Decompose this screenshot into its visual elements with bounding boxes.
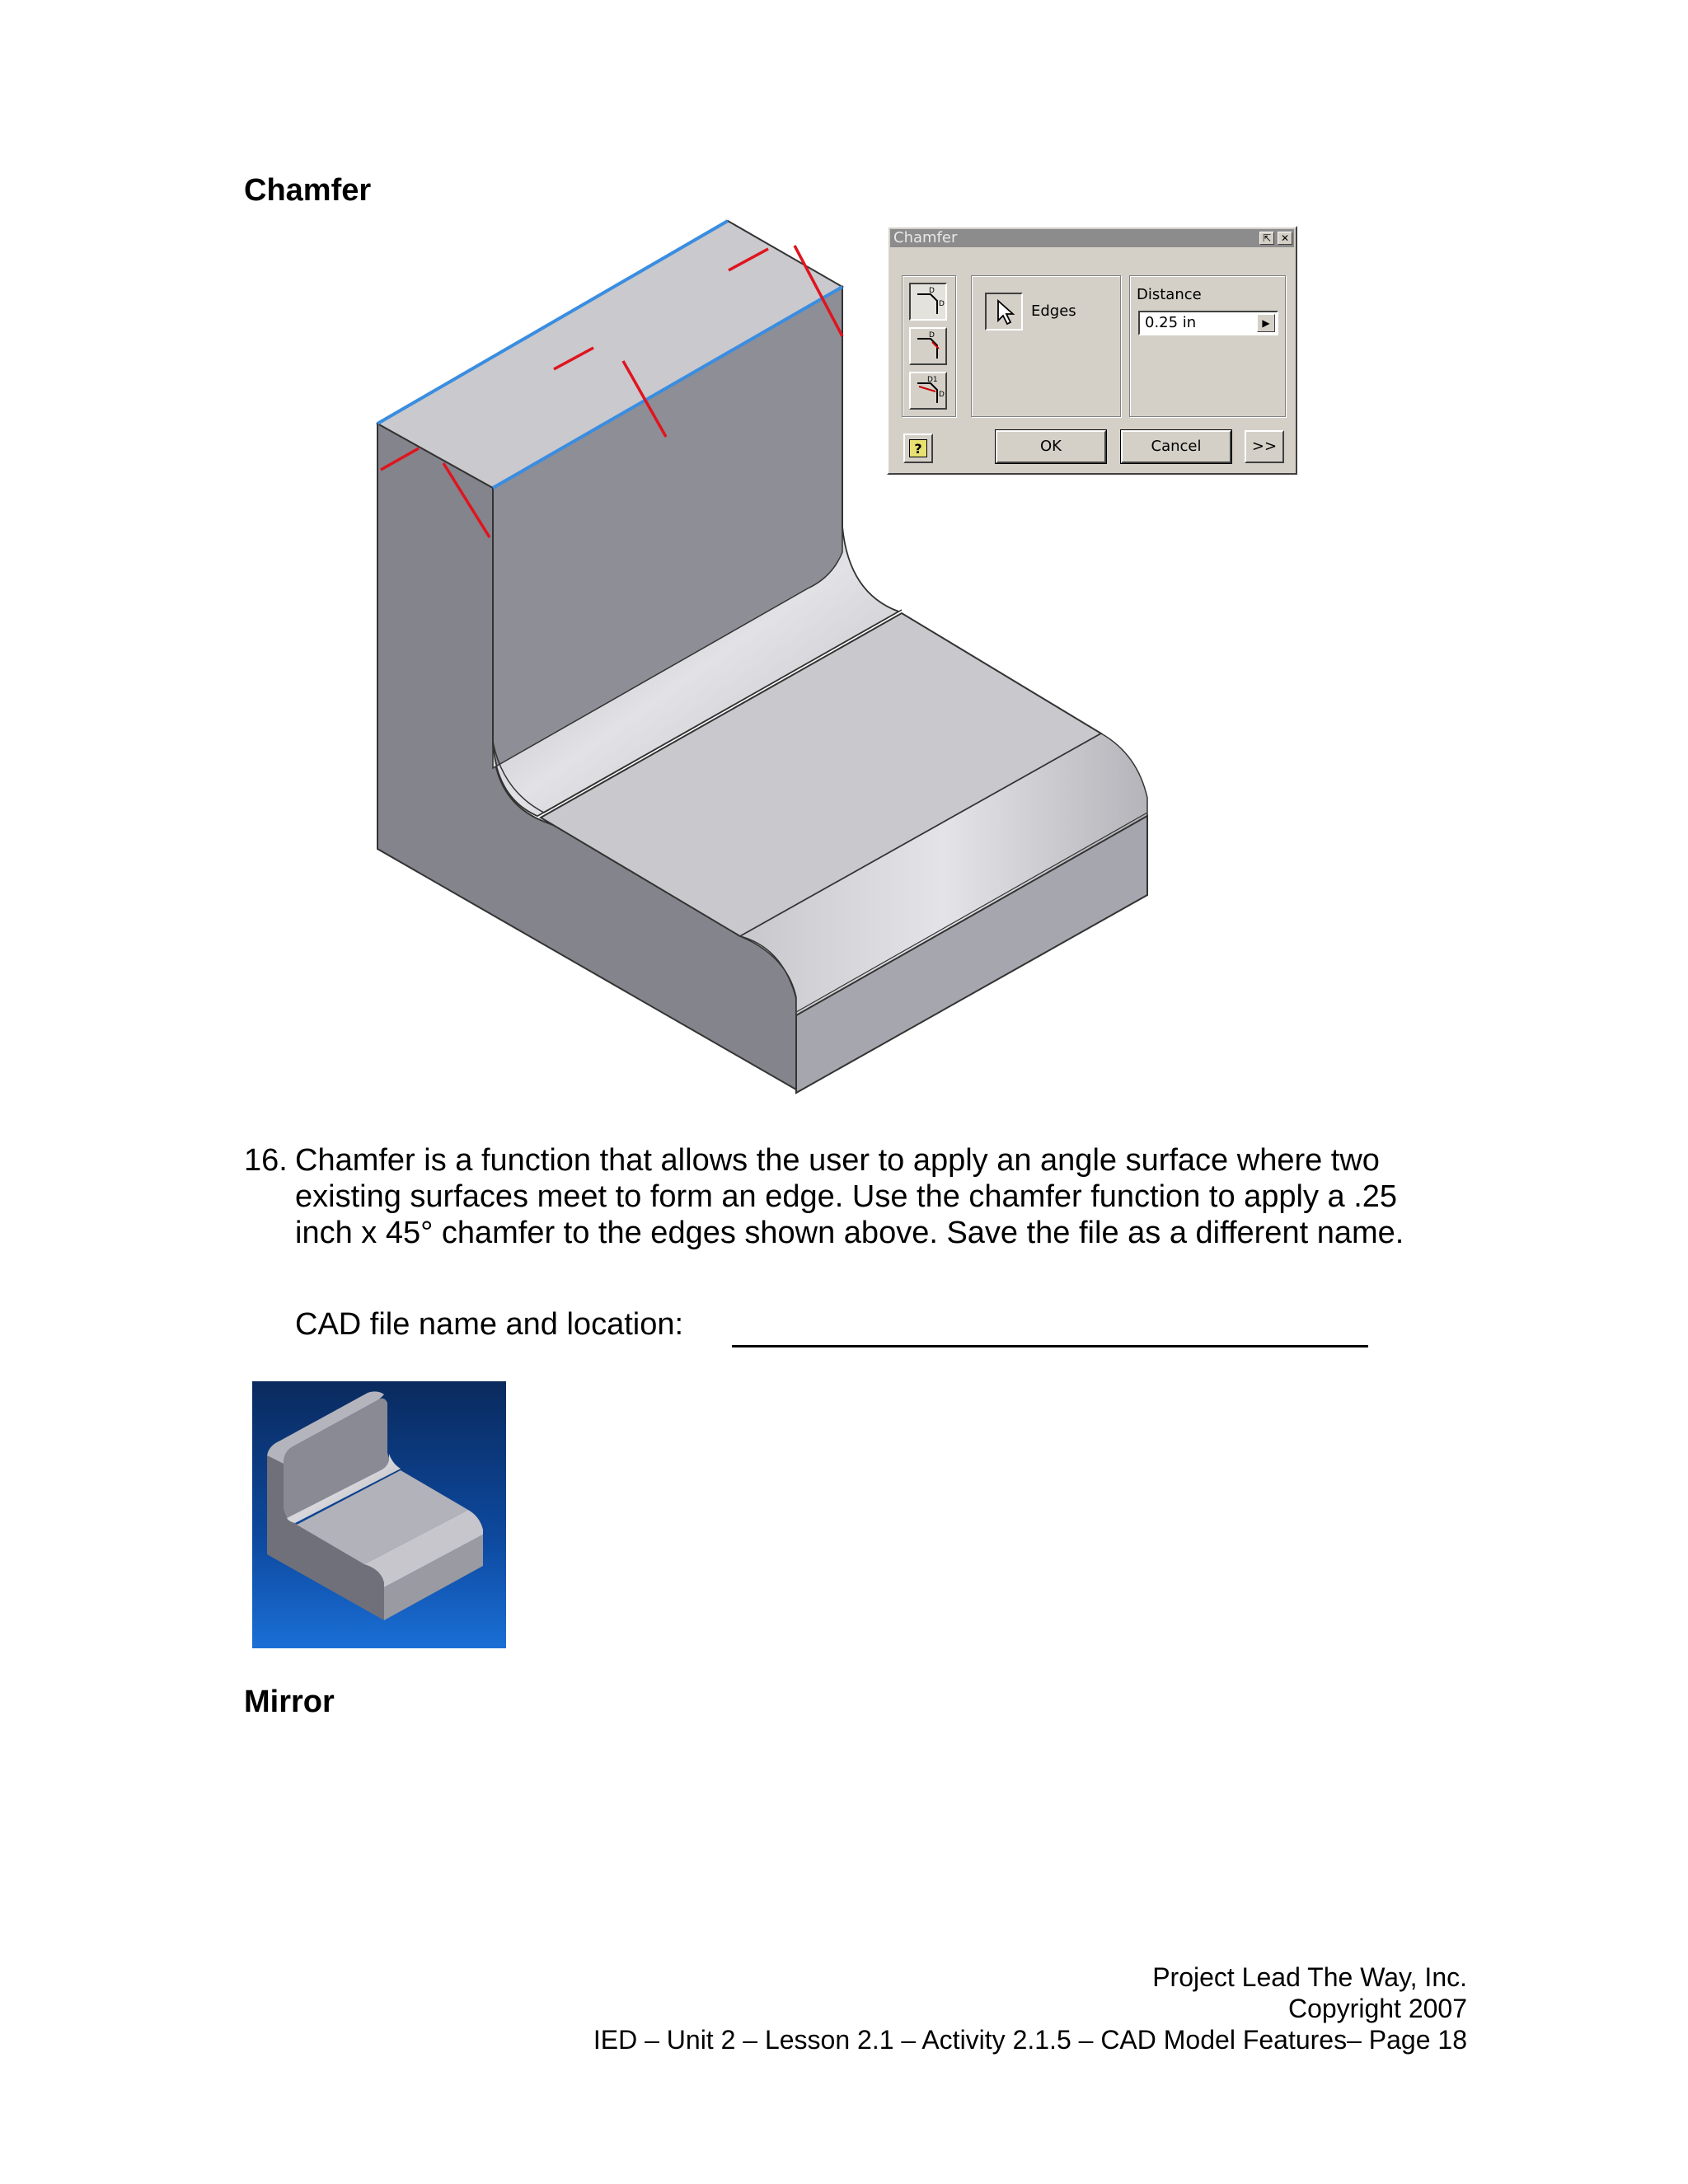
pin-icon[interactable]: ⇱ (1259, 232, 1274, 245)
section-heading-chamfer: Chamfer (244, 173, 372, 208)
distance-input[interactable] (1138, 311, 1278, 335)
distance-angle-method-icon (911, 329, 945, 363)
distance-value: 0.25 in (1145, 314, 1197, 331)
step-text (295, 1142, 1482, 1251)
distance-method-icon (911, 284, 945, 319)
step-text-line: existing surfaces meet to form an edge. Use the chamfer function to apply a .25 (295, 1179, 1398, 1214)
close-icon[interactable]: ✕ (1278, 232, 1292, 245)
step-number: 16. (244, 1143, 288, 1178)
distance-group (1129, 275, 1286, 417)
edges-group (971, 275, 1121, 417)
step-text-line: inch x 45° chamfer to the edges shown above. Save the file as a different name. (295, 1216, 1404, 1250)
help-icon: ? (909, 439, 927, 457)
cancel-button[interactable]: Cancel (1121, 430, 1231, 463)
cursor-arrow-icon (987, 294, 1021, 329)
ok-button[interactable]: OK (996, 430, 1106, 463)
two-distances-method-button[interactable] (909, 372, 947, 410)
two-distances-method-icon (911, 373, 945, 408)
help-button[interactable] (903, 434, 933, 463)
distance-arrow-icon[interactable]: ▶ (1257, 314, 1275, 332)
dialog-title-bar (890, 229, 1294, 247)
cad-file-label: CAD file name and location: (295, 1307, 684, 1342)
footer-copyright: Copyright 2007 (1287, 1994, 1467, 2023)
chamfer-dialog (887, 226, 1297, 475)
distance-angle-method-button[interactable] (909, 327, 947, 365)
chamfer-method-group (902, 275, 956, 417)
svg-text:D1: D1 (927, 376, 938, 384)
svg-text:D: D (939, 300, 945, 308)
edges-label: Edges (1031, 302, 1076, 320)
footer-page-info: IED – Unit 2 – Lesson 2.1 – Activity 2.1.5 – CAD Model Features– Page 18 (593, 2025, 1467, 2055)
more-options-button[interactable]: >> (1245, 430, 1284, 463)
section-heading-mirror: Mirror (244, 1685, 335, 1719)
step-text-line: Chamfer is a function that allows the user to apply an angle surface where two (295, 1143, 1380, 1178)
distance-method-button[interactable] (909, 283, 947, 321)
svg-text:D: D (929, 331, 935, 340)
dialog-title: Chamfer (893, 229, 958, 246)
svg-text:D: D (929, 287, 935, 295)
cad-file-answer-blank[interactable] (732, 1345, 1368, 1347)
chamfered-part-thumbnail (252, 1381, 506, 1648)
edges-select-button[interactable] (985, 293, 1023, 330)
footer-organization: Project Lead The Way, Inc. (1152, 1962, 1467, 1992)
distance-label: Distance (1137, 286, 1202, 303)
svg-text:D: D (939, 391, 945, 399)
